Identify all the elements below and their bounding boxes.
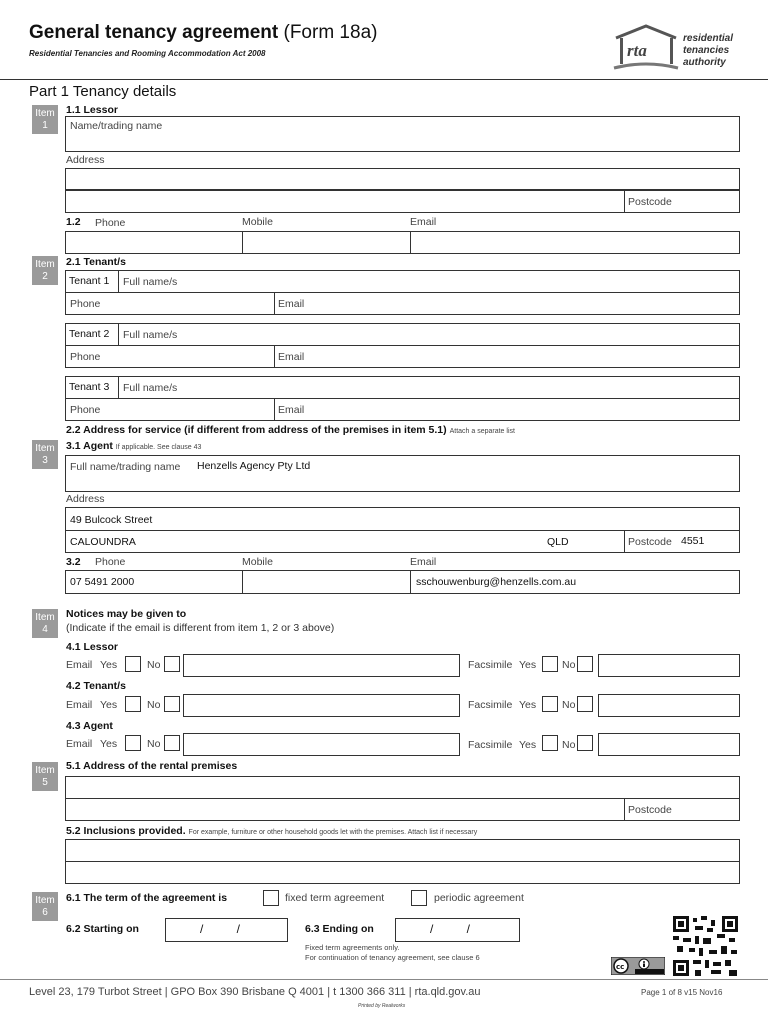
notice-tenant-email-yes-checkbox[interactable]	[125, 696, 141, 712]
start-date-field[interactable]: / /	[165, 918, 288, 942]
agent-name-label: Full name/trading name	[70, 461, 181, 473]
notice-agent-label: 4.3 Agent	[66, 720, 113, 732]
notice-lessor-fax-yes-checkbox[interactable]	[542, 656, 558, 672]
notice-tenant-email-no-checkbox[interactable]	[164, 696, 180, 712]
notice-tenant-fax-no-label: No	[562, 699, 576, 711]
end-date-label: 6.3 Ending on	[305, 923, 374, 935]
agent-street-value: 49 Bulcock Street	[70, 514, 153, 526]
part-title: Part 1 Tenancy details	[29, 83, 177, 100]
notice-tenant-fax-yes-label: Yes	[519, 699, 537, 711]
notice-tenant-fax-label: Facsimile	[468, 699, 513, 711]
notice-lessor-fax-no-label: No	[562, 659, 576, 671]
lessor-address-field[interactable]	[65, 168, 740, 190]
lessor-name-field[interactable]	[65, 116, 740, 152]
lessor-address-label: Address	[66, 154, 105, 166]
notice-agent-fax-yes-label: Yes	[519, 739, 537, 751]
item-badge: Item 2	[32, 256, 58, 285]
notice-tenant-label: 4.2 Tenant/s	[66, 680, 126, 692]
agent-label: 3.1 Agent If applicable. See clause 43	[66, 440, 202, 452]
qr-code-icon	[673, 916, 738, 976]
lessor-phone-field[interactable]	[65, 231, 243, 254]
premises-postcode-label: Postcode	[628, 804, 672, 816]
lessor-email-label: Email	[410, 216, 437, 228]
notice-tenant-fax-no-checkbox[interactable]	[577, 696, 593, 712]
creative-commons-icon	[611, 957, 665, 975]
agent-email-label: Email	[410, 556, 437, 568]
agent-name-field[interactable]	[65, 455, 740, 492]
item-badge: Item 1	[32, 105, 58, 134]
form-title: General tenancy agreement (Form 18a)	[29, 22, 378, 43]
tenant-2-name-label: Full name/s	[123, 329, 178, 341]
item-badge: Item 4	[32, 609, 58, 638]
item-badge: Item 6	[32, 892, 58, 921]
agent-mobile-field[interactable]	[242, 570, 411, 594]
fixed-term-checkbox[interactable]	[263, 890, 279, 906]
notice-agent-fax-no-checkbox[interactable]	[577, 735, 593, 751]
agent-mobile-label: Mobile	[242, 556, 273, 568]
agent-phone-label: Phone	[95, 556, 126, 568]
act-subtitle: Residential Tenancies and Rooming Accommodation Act 2008	[29, 49, 266, 58]
tenant-1-phone-field[interactable]: Phone	[65, 292, 275, 315]
footer-address: Level 23, 179 Turbot Street | GPO Box 390 Brisbane Q 4001 | t 1300 366 311 | rta.qld.gov.au	[29, 986, 481, 998]
printed-by: Printed by Realworks	[358, 1003, 406, 1009]
notice-lessor-email-no-checkbox[interactable]	[164, 656, 180, 672]
tenant-2-tag: Tenant 2	[65, 323, 119, 346]
item-badge: Item 5	[32, 762, 58, 791]
notice-agent-fax-field[interactable]	[598, 733, 740, 756]
footer-rule	[0, 979, 768, 980]
notices-heading: Notices may be given to	[66, 608, 187, 620]
notice-agent-email-field[interactable]	[183, 733, 460, 756]
header-rule	[0, 79, 768, 80]
tenant-2-phone-field[interactable]: Phone	[65, 345, 275, 368]
premises-address-line2[interactable]	[65, 798, 625, 821]
tenant-3-phone-field[interactable]: Phone	[65, 398, 275, 421]
notices-subheading: (Indicate if the email is different from item 1, 2 or 3 above)	[66, 622, 335, 634]
svg-text:rta: rta	[627, 41, 647, 60]
notice-lessor-fax-yes-label: Yes	[519, 659, 537, 671]
notice-lessor-yes-label: Yes	[100, 659, 118, 671]
rta-logo-text: residential tenancies authority	[683, 33, 734, 68]
item-badge: Item 3	[32, 440, 58, 469]
tenant-1-name-label: Full name/s	[123, 276, 178, 288]
agent-phone-field[interactable]: 07 5491 2000	[65, 570, 243, 594]
term-label: 6.1 The term of the agreement is	[66, 892, 228, 904]
tenant-3-tag: Tenant 3	[65, 376, 119, 399]
tenant-2-email-field[interactable]: Email	[274, 345, 740, 368]
svg-text:cc: cc	[616, 963, 625, 971]
notice-lessor-fax-field[interactable]	[598, 654, 740, 677]
lessor-address-line2[interactable]	[65, 190, 625, 213]
tenant-1-name-row	[65, 270, 740, 293]
agent-state-value: QLD	[547, 536, 569, 548]
notice-agent-yes-label: Yes	[100, 738, 118, 750]
lessor-postcode-field[interactable]	[624, 190, 740, 213]
agent-postcode-field[interactable]	[624, 530, 740, 553]
tenant-1-tag: Tenant 1	[65, 270, 119, 293]
tenants-label: 2.1 Tenant/s	[66, 256, 126, 268]
lessor-phone-num: 1.2	[66, 216, 81, 228]
agent-phone-num: 3.2	[66, 556, 81, 568]
notice-lessor-fax-no-checkbox[interactable]	[577, 656, 593, 672]
fixed-term-label: fixed term agreement	[285, 892, 385, 904]
lessor-email-field[interactable]	[410, 231, 740, 254]
end-date-note: Fixed term agreements only. For continuation of tenancy agreement, see clause 6	[305, 943, 480, 962]
notice-tenant-yes-label: Yes	[100, 699, 118, 711]
service-address-label: 2.2 Address for service (if different from address of the premises in item 5.1) Attach a separate list	[66, 424, 515, 436]
premises-postcode-field[interactable]	[624, 798, 740, 821]
notice-lessor-email-field[interactable]	[183, 654, 460, 677]
tenant-1-email-field[interactable]: Email	[274, 292, 740, 315]
agent-email-field[interactable]: sschouwenburg@henzells.com.au	[410, 570, 740, 594]
periodic-checkbox[interactable]	[411, 890, 427, 906]
footer-page: Page 1 of 8 v15 Nov16	[641, 988, 723, 997]
notice-lessor-label: 4.1 Lessor	[66, 641, 118, 653]
inclusions-field[interactable]	[65, 839, 740, 862]
notice-lessor-no-label: No	[147, 659, 161, 671]
inclusions-field-line2[interactable]	[65, 861, 740, 884]
notice-tenant-fax-yes-checkbox[interactable]	[542, 696, 558, 712]
notice-tenant-no-label: No	[147, 699, 161, 711]
premises-address-label: 5.1 Address of the rental premises	[66, 760, 238, 772]
lessor-name-label: Name/trading name	[70, 120, 163, 132]
agent-name-value: Henzells Agency Pty Ltd	[197, 460, 311, 472]
rta-logo-icon	[612, 24, 680, 70]
notice-agent-fax-yes-checkbox[interactable]	[542, 735, 558, 751]
lessor-mobile-label: Mobile	[242, 216, 273, 228]
agent-suburb-value: CALOUNDRA	[70, 536, 136, 548]
lessor-phone-label: Phone	[95, 217, 126, 229]
tenant-2-name-row	[65, 323, 740, 346]
end-date-field[interactable]: / /	[395, 918, 520, 942]
notice-tenant-fax-field[interactable]	[598, 694, 740, 717]
notice-agent-email-no-checkbox[interactable]	[164, 735, 180, 751]
notice-lessor-email-yes-checkbox[interactable]	[125, 656, 141, 672]
periodic-label: periodic agreement	[434, 892, 524, 904]
notice-lessor-fax-label: Facsimile	[468, 659, 513, 671]
agent-suburb-field[interactable]	[65, 530, 625, 553]
agent-postcode-label: Postcode	[628, 536, 672, 548]
lessor-label: 1.1 Lessor	[66, 104, 118, 116]
notice-agent-fax-no-label: No	[562, 739, 576, 751]
notice-tenant-email-label: Email	[66, 699, 93, 711]
tenant-3-name-row	[65, 376, 740, 399]
notice-agent-email-yes-checkbox[interactable]	[125, 735, 141, 751]
lessor-postcode-label: Postcode	[628, 196, 672, 208]
notice-tenant-email-field[interactable]	[183, 694, 460, 717]
notice-lessor-email-label: Email	[66, 659, 93, 671]
agent-address-label: Address	[66, 493, 105, 505]
premises-address-field[interactable]	[65, 776, 740, 799]
lessor-mobile-field[interactable]	[242, 231, 411, 254]
agent-street-field[interactable]	[65, 507, 740, 531]
notice-agent-no-label: No	[147, 738, 161, 750]
notice-agent-fax-label: Facsimile	[468, 739, 513, 751]
agent-postcode-value: 4551	[681, 535, 705, 547]
inclusions-label: 5.2 Inclusions provided. For example, furniture or other household goods let with the premises. Attach list if necessary	[66, 825, 478, 837]
tenant-3-name-label: Full name/s	[123, 382, 178, 394]
tenant-3-email-field[interactable]: Email	[274, 398, 740, 421]
start-date-label: 6.2 Starting on	[66, 923, 139, 935]
notice-agent-email-label: Email	[66, 738, 93, 750]
